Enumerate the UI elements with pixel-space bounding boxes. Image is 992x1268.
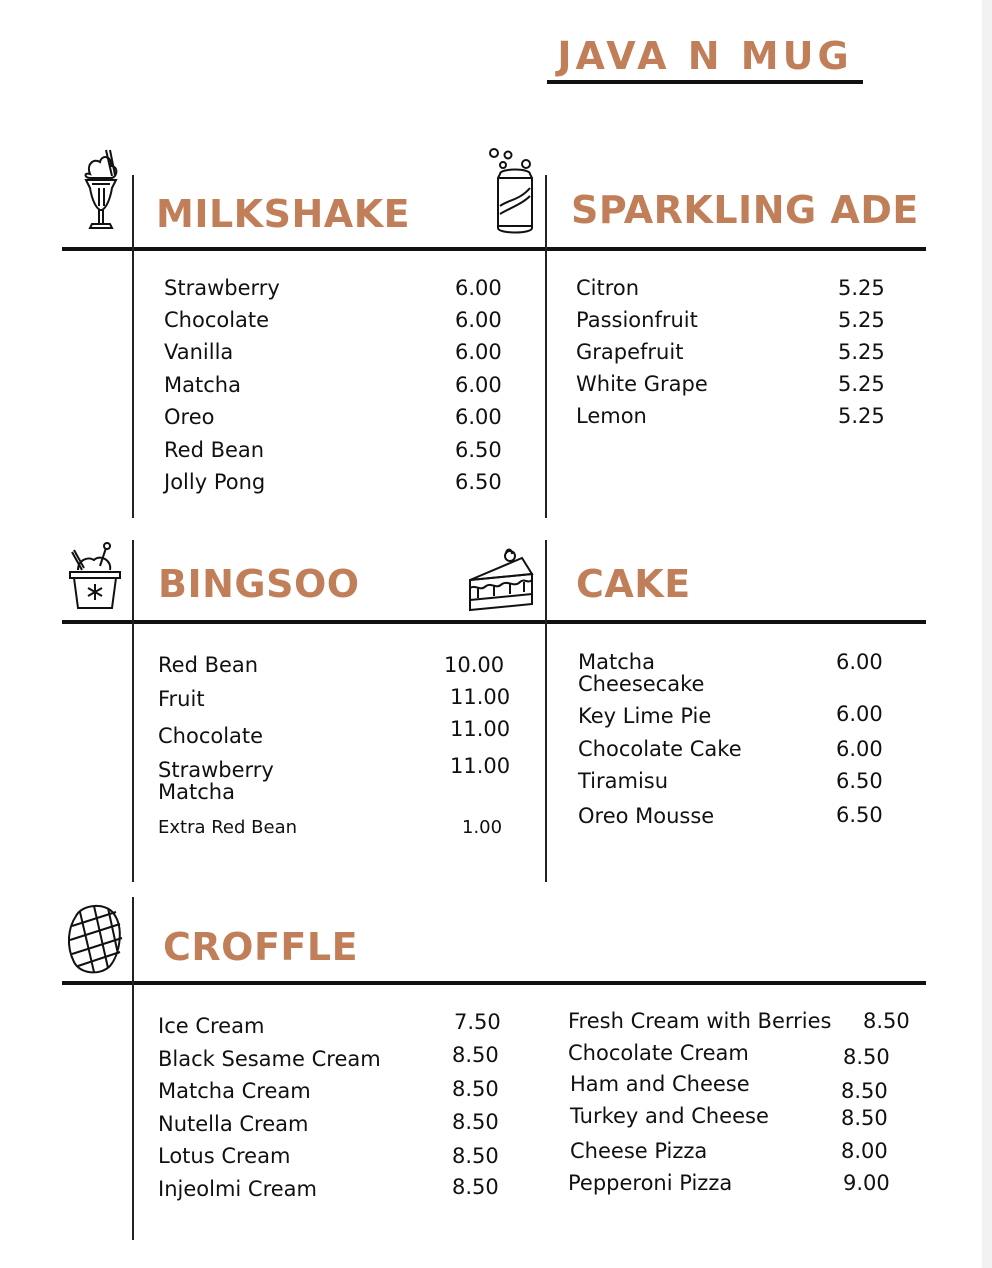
menu-item-price: 6.00 xyxy=(836,650,883,674)
menu-item-price: 7.50 xyxy=(454,1010,501,1034)
cake-slice-icon xyxy=(466,544,536,612)
cake-divider xyxy=(545,540,547,882)
menu-item-name: Red Bean xyxy=(164,438,265,462)
menu-item-price: 6.50 xyxy=(455,470,502,494)
bingsoo-divider xyxy=(132,540,134,882)
menu-item-price: 6.00 xyxy=(455,405,502,429)
menu-item-price: 8.50 xyxy=(843,1045,890,1069)
menu-item-price: 5.25 xyxy=(838,404,885,428)
menu-item-name: Tiramisu xyxy=(578,769,669,793)
menu-item-name: Matcha Cream xyxy=(158,1079,311,1103)
page-edge xyxy=(982,0,992,1268)
menu-item-price: 8.50 xyxy=(452,1144,499,1168)
menu-item-price: 6.50 xyxy=(455,438,502,462)
menu-item-name: Chocolate xyxy=(158,724,264,748)
menu-item-price: 6.50 xyxy=(836,769,883,793)
menu-item-name: Grapefruit xyxy=(576,340,684,364)
brand-title: JAVA N MUG xyxy=(557,34,853,78)
menu-item-name: Chocolate xyxy=(164,308,270,332)
menu-item-name: Strawberry xyxy=(164,276,280,300)
menu-item-price: 8.00 xyxy=(841,1139,888,1163)
bingsoo-heading: BINGSOO xyxy=(158,562,360,606)
menu-item-name: Ice Cream xyxy=(158,1014,265,1038)
menu-item-name: White Grape xyxy=(576,372,708,396)
menu-item-name: Passionfruit xyxy=(576,308,698,332)
menu-item-name: Matcha xyxy=(164,373,241,397)
menu-item-name: Vanilla xyxy=(164,340,234,364)
menu-item-name: Jolly Pong xyxy=(164,470,266,494)
menu-item-name: Lotus Cream xyxy=(158,1144,291,1168)
menu-item-name: Injeolmi Cream xyxy=(158,1177,317,1201)
menu-item-price: 6.00 xyxy=(455,373,502,397)
menu-item-name: Cheese Pizza xyxy=(570,1139,708,1163)
menu-item-name: Fruit xyxy=(158,687,205,711)
bingsoo-cake-rule xyxy=(62,620,926,624)
menu-item-price: 8.50 xyxy=(841,1106,888,1130)
milkshake-heading: MILKSHAKE xyxy=(156,192,411,236)
croffle-heading: CROFFLE xyxy=(163,925,359,969)
menu-item-name: Turkey and Cheese xyxy=(570,1104,769,1128)
menu-item-price: 8.50 xyxy=(841,1079,888,1103)
menu-item-price: 10.00 xyxy=(444,653,505,677)
menu-item-price: 8.50 xyxy=(452,1077,499,1101)
soda-can-icon xyxy=(486,146,538,238)
menu-item-price: 5.25 xyxy=(838,372,885,396)
shaved-ice-icon xyxy=(66,542,124,614)
sparkling-divider xyxy=(545,175,547,518)
menu-item-name: Citron xyxy=(576,276,640,300)
menu-item-price: 8.50 xyxy=(452,1110,499,1134)
menu-item-price: 8.50 xyxy=(452,1175,499,1199)
menu-item-name: Pepperoni Pizza xyxy=(568,1171,733,1195)
menu-item-price: 5.25 xyxy=(838,308,885,332)
waffle-icon xyxy=(66,902,124,976)
milkshake-divider xyxy=(132,175,134,518)
menu-item-name: Red Bean xyxy=(158,653,259,677)
menu-item-price: 11.00 xyxy=(450,717,511,741)
menu-item-price: 11.00 xyxy=(450,754,511,778)
menu-item-price: 1.00 xyxy=(462,817,503,838)
menu-item-name: Ham and Cheese xyxy=(570,1072,750,1096)
menu-item-price: 11.00 xyxy=(450,685,511,709)
menu-item-name: Extra Red Bean xyxy=(158,817,298,838)
menu-item-name: Fresh Cream with Berries xyxy=(568,1009,832,1033)
menu-item-price: 6.00 xyxy=(455,276,502,300)
menu-item-name: Chocolate Cake xyxy=(578,737,742,761)
croffle-rule xyxy=(62,981,926,985)
menu-item-price: 6.00 xyxy=(455,340,502,364)
menu-item-price: 5.25 xyxy=(838,276,885,300)
menu-item-price: 8.50 xyxy=(452,1043,499,1067)
menu-item-name: Strawberry Matcha xyxy=(158,758,274,804)
menu-item-name: Matcha Cheesecake xyxy=(578,650,705,696)
cake-heading: CAKE xyxy=(576,562,691,606)
brand-underline xyxy=(547,80,863,84)
menu-item-price: 6.00 xyxy=(836,702,883,726)
croffle-divider xyxy=(132,897,134,1240)
menu-item-price: 8.50 xyxy=(863,1009,910,1033)
milkshake-sparkling-rule xyxy=(62,247,926,251)
menu-item-price: 5.25 xyxy=(838,340,885,364)
menu-item-price: 9.00 xyxy=(843,1171,890,1195)
sparkling-ade-heading: SPARKLING ADE xyxy=(571,188,919,232)
menu-item-name: Black Sesame Cream xyxy=(158,1047,381,1071)
menu-item-name: Chocolate Cream xyxy=(568,1041,749,1065)
menu-item-price: 6.50 xyxy=(836,803,883,827)
menu-item-name: Oreo Mousse xyxy=(578,804,715,828)
milkshake-icon xyxy=(78,148,124,238)
menu-item-name: Key Lime Pie xyxy=(578,704,712,728)
menu-item-name: Nutella Cream xyxy=(158,1112,309,1136)
menu-item-price: 6.00 xyxy=(836,737,883,761)
menu-item-price: 6.00 xyxy=(455,308,502,332)
menu-item-name: Oreo xyxy=(164,405,215,429)
menu-item-name: Lemon xyxy=(576,404,647,428)
